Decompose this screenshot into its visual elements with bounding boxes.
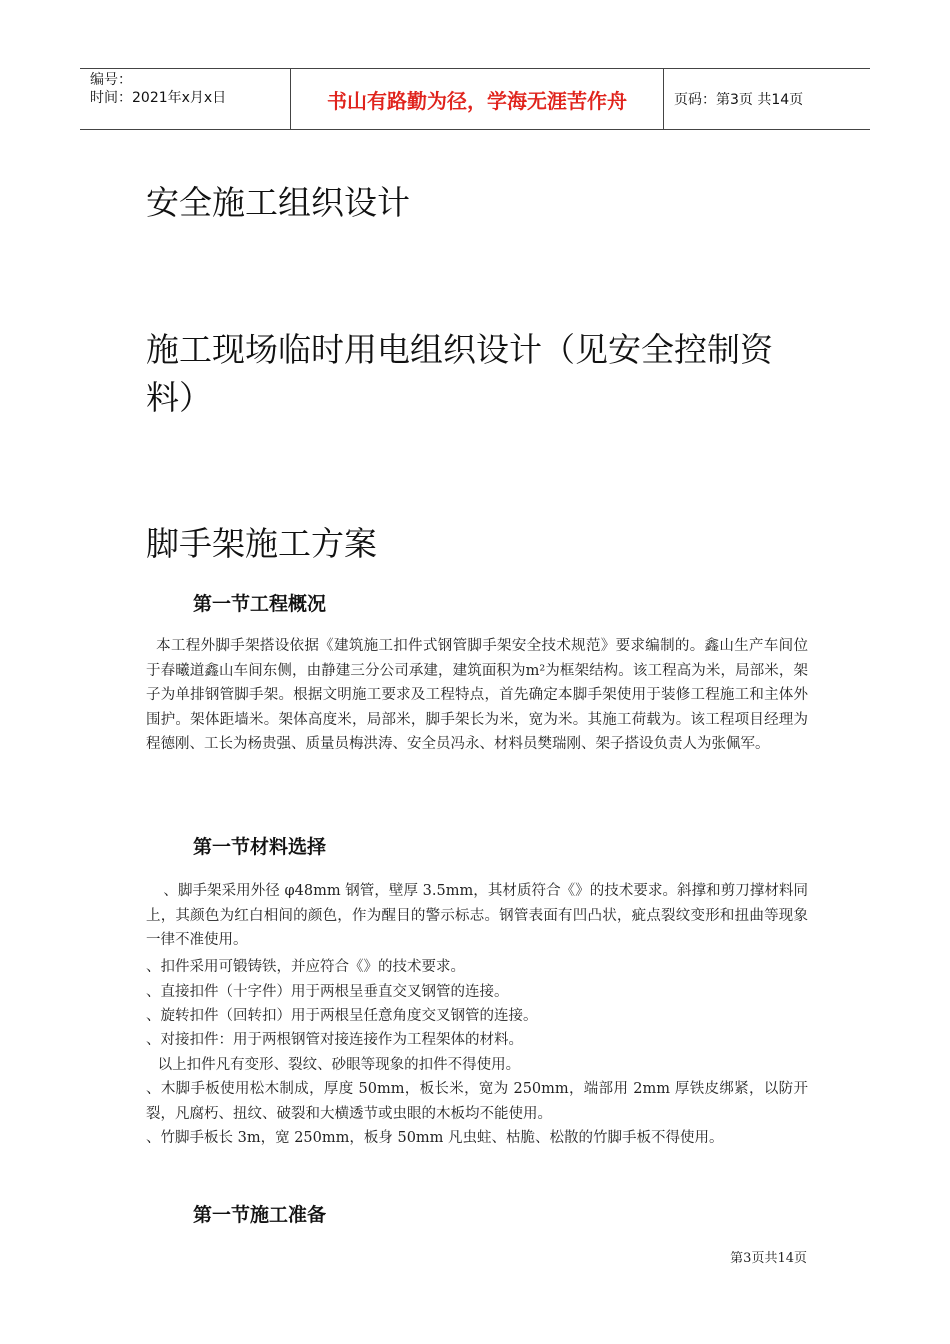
document-header [80, 68, 870, 130]
header-page-code: 页码：第3页 共14页 [674, 92, 804, 108]
header-date: 时间：2021年x月x日 [90, 90, 227, 106]
title-scaffold-plan: 脚手架施工方案 [146, 524, 377, 563]
line-materials-3: 、直接扣件（十字件）用于两根呈垂直交叉钢管的连接。 [146, 984, 509, 1000]
line-materials-2: 、扣件采用可锻铸铁，并应符合《》的技术要求。 [146, 959, 465, 975]
line-materials-4: 、旋转扣件（回转扣）用于两根呈任意角度交叉钢管的连接。 [146, 1008, 538, 1024]
line-materials-6: 以上扣件凡有变形、裂纹、砂眼等现象的扣件不得使用。 [157, 1057, 521, 1073]
line-materials-8: 、竹脚手板长 3m，宽 250mm，板身 50mm 凡虫蛀、枯脆、松散的竹脚手板不得使用。 [146, 1130, 724, 1146]
title-safety-design: 安全施工组织设计 [146, 183, 410, 222]
section-title-materials: 第一节材料选择 [193, 836, 327, 858]
section-title-overview: 第一节工程概况 [193, 593, 327, 615]
paragraph-materials-7: 、木脚手板使用松木制成，厚度 50mm，板长米，宽为 250mm，端部用 2mm 厚铁皮绑紧，以防开裂，凡腐朽、扭纹、破裂和大横透节或虫眼的木板均不能使用。 [146, 1081, 808, 1122]
footer-page-number: 第3页共14页 [730, 1251, 807, 1266]
line-materials-5: 、对接扣件：用于两根钢管对接连接作为工程架体的材料。 [146, 1032, 523, 1048]
paragraph-materials-1: 、脚手架采用外径 φ48mm 钢管，壁厚 3.5mm，其材质符合《》的技术要求。斜撑和剪刀撑材料同上，其颜色为红白相间的颜色，作为醒目的警示标志。钢管表面有凹凸状，疵点裂纹变形和扭曲等现象一律不准使用。 [146, 883, 808, 948]
header-number-label: 编号： [90, 72, 132, 88]
paragraph-overview: 本工程外脚手架搭设依据《建筑施工扣件式钢管脚手架安全技术规范》要求编制的。鑫山生产车间位于春曦道鑫山车间东侧，由静建三分公司承建，建筑面积为m²为框架结构。该工程高为米，局部米，架子为单排钢管脚手架。根据文明施工要求及工程特点，首先确定本脚手架使用于装修工程施工和主体外围护。架体距墙米。架体高度米，局部米，脚手架长为米，宽为米。其施工荷载为。该工程项目经理为程德刚、工长为杨贵强、质量员梅洪涛、安全员冯永、材料员樊瑞刚、架子搭设负责人为张佩军。 [146, 638, 808, 752]
header-motto: 书山有路勤为径，学海无涯苦作舟 [291, 69, 664, 129]
title-electric-design: 施工现场临时用电组织设计（见安全控制资料） [146, 330, 773, 417]
section-title-prep: 第一节施工准备 [193, 1204, 327, 1226]
header-meta [80, 69, 291, 129]
